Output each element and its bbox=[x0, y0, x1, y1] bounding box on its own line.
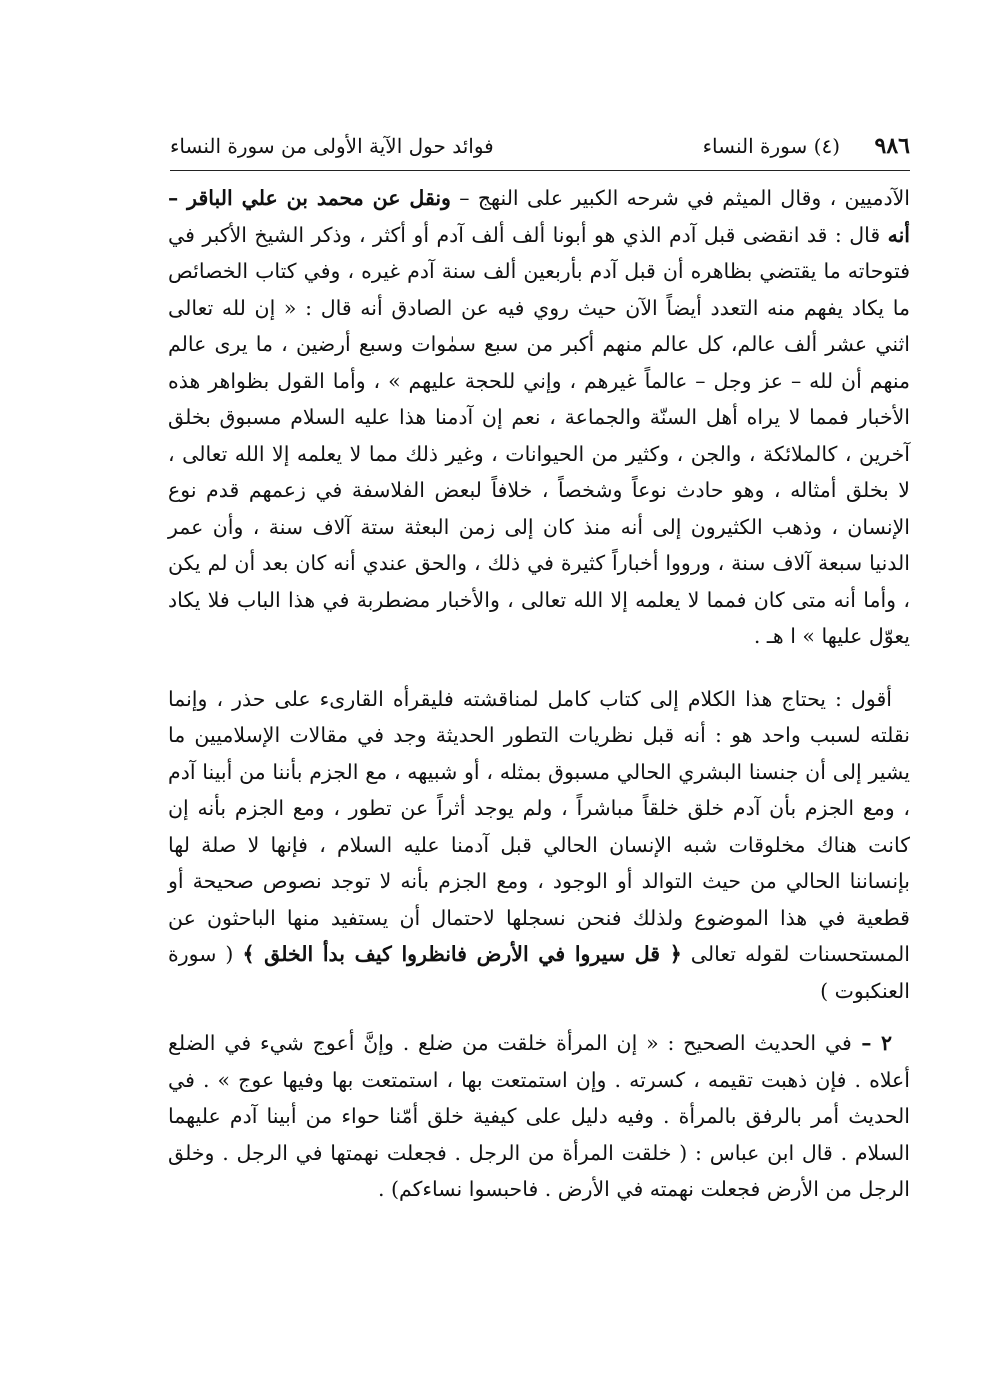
quran-bracket-close: ﴾ bbox=[242, 942, 255, 966]
page-header bbox=[170, 128, 910, 164]
page-number: ٩٨٦ bbox=[874, 133, 910, 159]
paragraph-1-text-a: الآدميين ، وقال الميثم في شرحه الكبير على النهج – bbox=[450, 186, 910, 210]
surah-label: (٤) سورة النساء bbox=[702, 134, 840, 158]
paragraph-3-number: ٢ – bbox=[851, 1031, 892, 1055]
paragraph-2-text-b: ( سورة العنكبوت ) bbox=[168, 942, 910, 1003]
paragraph-3-text: في الحديث الصحيح : « إن المرأة خلقت من ضلع . وإنَّ أعوج شيء في الضلع أعلاه . فإن ذهبت تقيمه ، كسرته . وإن استمتعت بها ، استمتعت بها وفيها عوج » . في الحديث أمر بالرفق بالمرأة . وفيه دليل على كيفية خلق أمّنا حواء من أبينا آدم عليهما السلام . قال ابن عباس : ( خلقت المرأة من الرجل . فجعلت نهمتها في الرجل . وخلق الرجل من الأرض فجعلت نهمته في الأرض . فاحبسوا نساءكم) . bbox=[168, 1031, 910, 1201]
paragraph-3 bbox=[168, 1025, 910, 1208]
header-divider bbox=[170, 170, 910, 171]
paragraph-2-text-a: أقول : يحتاج هذا الكلام إلى كتاب كامل لمناقشته فليقرأه القارىء على حذر ، وإنما نقلته لسبب واحد هو : أنه قبل نظريات التطور الحديثة وجد في مقالات الإسلاميين ما يشير إلى أن جنسنا البشري الحالي مسبوق بمثله ، أو شبيهه ، مع الجزم بأننا من أبينا آدم ، ومع الجزم بأن آدم خلق خلقاً مباشراً ، ولم يوجد أثراً عن تطور ، ومع الجزم بأنه إن كانت هناك مخلوقات شبه الإنسان الحالي قبل آدمنا عليه السلام ، فإنها لا صلة لها بإنساننا الحالي من حيث التوالد أو الوجود ، ومع الجزم بأنه لا توجد نصوص صحيحة أو قطعية في هذا الموضوع ولذلك فنحن نسجلها لاحتمال أن يستفيد منها الباحثون عن المستحسنات لقوله تعالى bbox=[168, 686, 910, 966]
paragraph-1-bold: ونقل عن محمد بن علي الباقر – أنه bbox=[168, 186, 910, 247]
paragraph-1-text-b: قال : قد انقضى قبل آدم الذي هو أبونا ألف ألف آدم أو أكثر ، وذكر الشيخ الأكبر في فتوحاته ما يقتضي بظاهره أن قبل آدم بأربعين ألف سنة آدم غيره ، وفي كتاب الخصائص ما يكاد يفهم منه التعدد أيضاً الآن حيث روي فيه عن الصادق أنه قال : « إن لله تعالى اثني عشر ألف عالم، كل عالم منهم أكبر من سبع سمٰوات وسبع أرضين ، ما يرى عالم منهم أن لله – عز وجل – عالماً غيرهم ، وإني للحجة عليهم » ، وأما القول بظواهر هذه الأخبار فمما لا يراه أهل السنّة والجماعة ، نعم إن آدمنا هذا عليه السلام مسبوق بخلق آخرين ، كالملائكة ، والجن ، وكثير من الحيوانات ، وغير ذلك مما لا يعلمه إلا الله تعالى ، لا بخلق أمثاله ، وهو حادث نوعاً وشخصاً ، خلافاً لبعض الفلاسفة في زعمهم قدم نوع الإنسان ، وذهب الكثيرون إلى أنه منذ كان إلى زمن البعثة ستة آلاف سنة ، وأن عمر الدنيا سبعة آلاف سنة ، ورووا أخباراً كثيرة في ذلك ، والحق عندي أنه كان بعد أن لم يكن ، وأما أنه متى كان فمما لا يعلمه إلا الله تعالى ، والأخبار مضطربة في هذا الباب فلا يكاد يعوّل عليها » ا هـ . bbox=[168, 222, 910, 648]
running-title: فوائد حول الآية الأولى من سورة النساء bbox=[170, 134, 494, 158]
page-body bbox=[168, 180, 910, 1208]
quran-bracket-open: ﴿ bbox=[669, 942, 682, 966]
paragraph-1 bbox=[168, 180, 910, 655]
paragraph-2 bbox=[168, 681, 910, 1010]
quran-verse: قل سيروا في الأرض فانظروا كيف بدأ الخلق bbox=[254, 942, 670, 966]
